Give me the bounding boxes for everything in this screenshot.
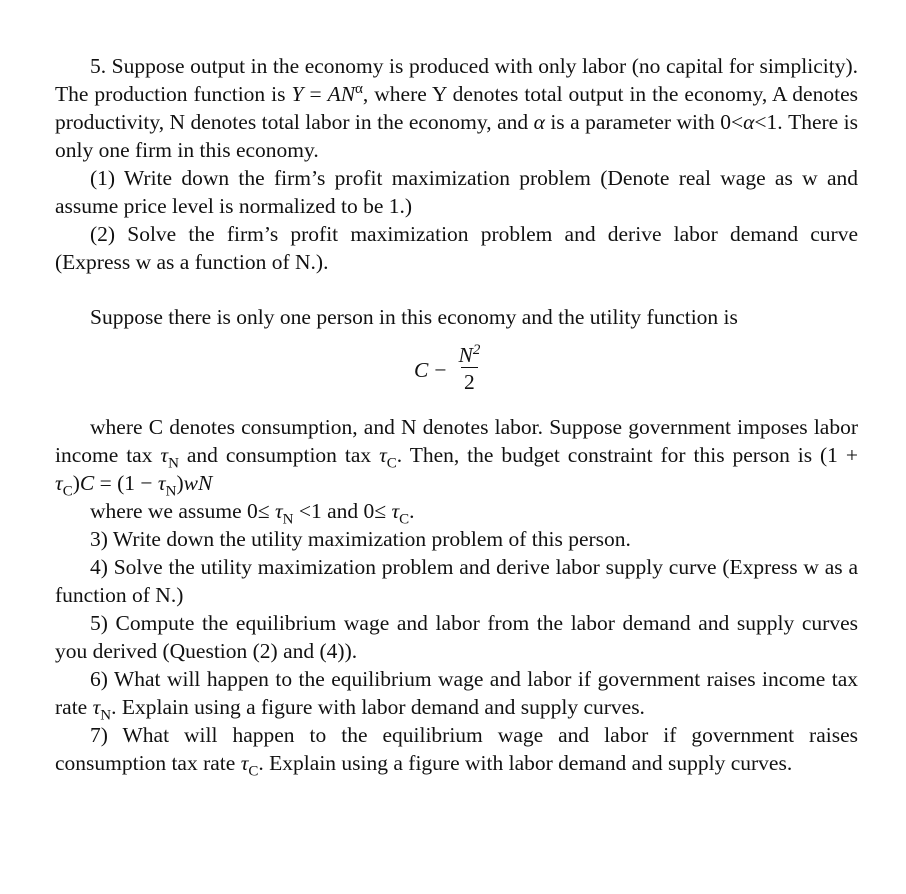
math-symbol: α <box>533 110 545 134</box>
utility-consumption-term: C <box>414 357 429 382</box>
math-symbol: τ <box>391 499 400 523</box>
text-run: <1 and 0≤ <box>293 499 392 523</box>
numerator-exponent: 2 <box>472 341 481 358</box>
problem-intro <box>55 52 858 164</box>
utility-minus-sign: − <box>434 357 447 382</box>
math-symbol: τ <box>274 499 283 523</box>
question-7 <box>55 721 858 780</box>
utility-fraction-numerator <box>456 343 482 367</box>
text-run: 5. Suppose output in the economy is produced with only labor (no capital for simplicity). The production function is <box>55 54 858 106</box>
text-run: <1. There is only one firm in this economy. <box>55 110 859 162</box>
numerator-base: N <box>458 343 473 367</box>
utility-fraction <box>456 343 482 396</box>
math-subscript: N <box>168 455 179 472</box>
math-subscript: C <box>62 483 73 500</box>
question-3: 3) Write down the utility maximization problem of this person. <box>90 527 631 551</box>
question-5: 5) Compute the equilibrium wage and labor from the labor demand and supply curves you derived (Question (2) and (4)). <box>55 611 858 663</box>
math-subscript: N <box>165 483 177 500</box>
text-run: ) <box>72 471 80 495</box>
text-run: ) <box>176 471 184 495</box>
math-symbol: τ <box>92 695 101 719</box>
text-run: , where Y denotes total output in the economy, A denotes productivity, N denotes total labor in the economy, and <box>55 82 858 134</box>
text-run: = (1 − <box>94 471 158 495</box>
math-superscript: α <box>355 80 363 97</box>
math-subscript: C <box>386 455 397 472</box>
text-run: = <box>303 82 328 106</box>
math-subscript: C <box>248 763 259 780</box>
math-subscript: N <box>100 707 112 724</box>
math-symbol: τ <box>379 443 387 467</box>
utility-function-equation <box>55 335 858 407</box>
question-2: (2) Solve the firm’s profit maximization problem and derive labor demand curve (Express w as a function of N.). <box>55 222 858 274</box>
math-symbol: τ <box>55 471 63 495</box>
text-run: 6) What will happen to the equilibrium wage and labor if government raises income tax rate <box>55 667 858 719</box>
budget-constraint-paragraph <box>55 413 858 500</box>
utility-expression <box>414 343 482 396</box>
text-run: . Explain using a figure with labor demand and supply curves. <box>111 695 645 719</box>
math-symbol: AN <box>327 82 356 106</box>
text-run: is a parameter with 0< <box>544 110 744 134</box>
math-symbol: wN <box>183 471 213 495</box>
utility-intro: Suppose there is only one person in this economy and the utility function is <box>90 305 738 329</box>
text-run: where we assume 0≤ <box>90 499 275 523</box>
math-subscript: C <box>399 511 410 528</box>
math-symbol: τ <box>160 443 169 467</box>
text-run: . Explain using a figure with labor demand and supply curves. <box>258 751 793 775</box>
text-run: 7) What will happen to the equilibrium wage and labor if government raises consumption tax rate <box>55 723 858 775</box>
paragraph-gap <box>55 276 858 303</box>
math-symbol: C <box>79 471 95 495</box>
text-run: where C denotes consumption, and N denotes labor. Suppose government imposes labor income tax <box>55 415 858 467</box>
math-symbol: τ <box>157 471 166 495</box>
utility-fraction-denominator: 2 <box>461 367 478 396</box>
math-symbol: α <box>743 110 755 134</box>
math-subscript: N <box>282 511 294 528</box>
question-4: 4) Solve the utility maximization problem and derive labor supply curve (Express w as a function of N.) <box>55 555 858 607</box>
text-run: and consumption tax <box>178 443 380 467</box>
tax-assumption <box>55 497 858 528</box>
problem-document <box>55 52 859 780</box>
question-6 <box>55 665 858 724</box>
math-symbol: τ <box>240 751 249 775</box>
math-symbol: Y <box>291 82 304 106</box>
question-1: (1) Write down the firm’s profit maximization problem (Denote real wage as w and assume price level is normalized to be 1.) <box>55 166 858 218</box>
text-run: . <box>409 499 415 523</box>
text-run: . Then, the budget constraint for this person is (1 + <box>396 443 858 467</box>
